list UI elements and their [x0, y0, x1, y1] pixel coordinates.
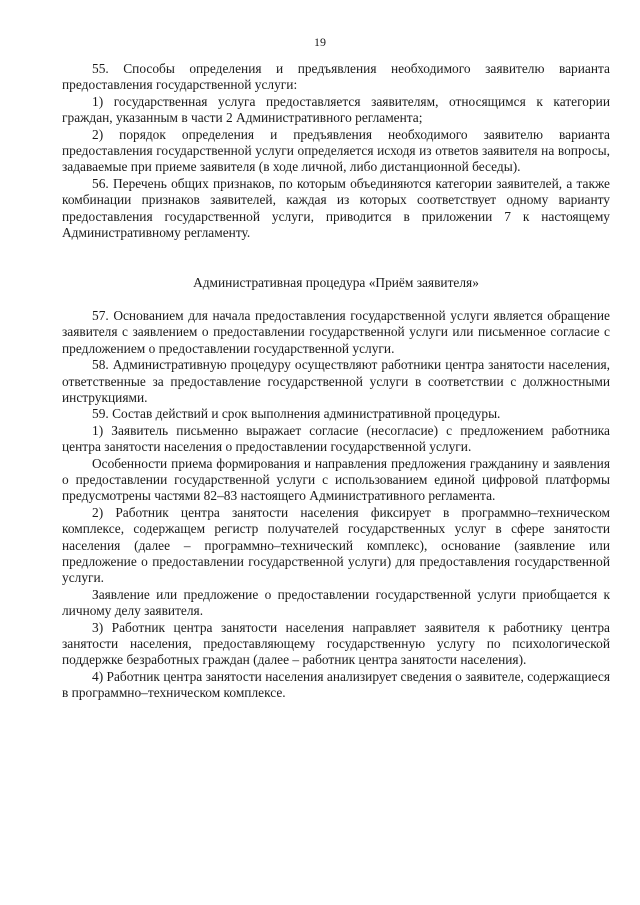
paragraph-55-item-1: 1) государственная услуга предоставляется заявителям, относящимся к категории граждан, указанным в части 2 Административного регламента;: [62, 93, 610, 126]
paragraph-57: 57. Основанием для начала предоставления государственной услуги является обращение заявителя с заявлением о предоставлении государственной услуги или письменное согласие с предложением о предоставлении государственной услуги.: [62, 307, 610, 356]
page-number: 19: [314, 35, 326, 49]
paragraph-59-item-2: 2) Работник центра занятости населения фиксирует в программно–техническом комплексе, содержащем регистр получателей государственных услуг в сфере занятости населения (далее – программно–технический комплекс), основание (заявление или предложение о предоставлении государственной услуги) для предоставления государственной услуги.: [62, 504, 610, 586]
paragraph-58: 58. Административную процедуру осуществляют работники центра занятости населения, ответственные за предоставление государственной услуги в соответствии с должностными инструкциями.: [62, 357, 610, 405]
paragraph-59-item-1: 1) Заявитель письменно выражает согласие (несогласие) с предложением работника центра занятости населения о предоставлении государственной услуги.: [62, 422, 610, 455]
paragraph-55-item-2: 2) порядок определения и предъявления необходимого заявителю варианта предоставления государственной услуги определяется исходя из ответов заявителя на вопросы, задаваемые при приеме заявителя (в ходе личной, либо дистанционной беседы).: [62, 126, 610, 175]
section-heading: Административная процедура «Приём заявителя»: [193, 275, 479, 291]
paragraph-59-item-4: 4) Работник центра занятости населения анализирует сведения о заявителе, содержащиеся в программно–техническом комплексе.: [62, 668, 610, 701]
paragraph-56: 56. Перечень общих признаков, по которым объединяются категории заявителей, а также комбинации признаков заявителей, каждая из которых соответствует одному варианту предоставления государственной услуги, приводится в приложении 7 к настоящему Административному регламенту.: [62, 175, 610, 241]
paragraph-59-item-1-note: Особенности приема формирования и направления предложения гражданину и заявления о предоставлении государственной услуги с использованием единой цифровой платформы предусмотрены частями 82–83 настоящего Административного регламента.: [62, 455, 610, 504]
paragraph-59-item-2-note: Заявление или предложение о предоставлении государственной услуги приобщается к личному делу заявителя.: [62, 586, 610, 619]
paragraph-55: 55. Способы определения и предъявления необходимого заявителю варианта предоставления государственной услуги:: [62, 61, 610, 93]
paragraph-59: 59. Состав действий и срок выполнения административной процедуры.: [92, 406, 501, 422]
paragraph-59-item-3: 3) Работник центра занятости населения направляет заявителя к работнику центра занятости населения, предоставляющему государственную услугу по психологической поддержке безработных граждан (далее – работник центра занятости населения).: [62, 619, 610, 668]
document-body: [62, 61, 610, 702]
